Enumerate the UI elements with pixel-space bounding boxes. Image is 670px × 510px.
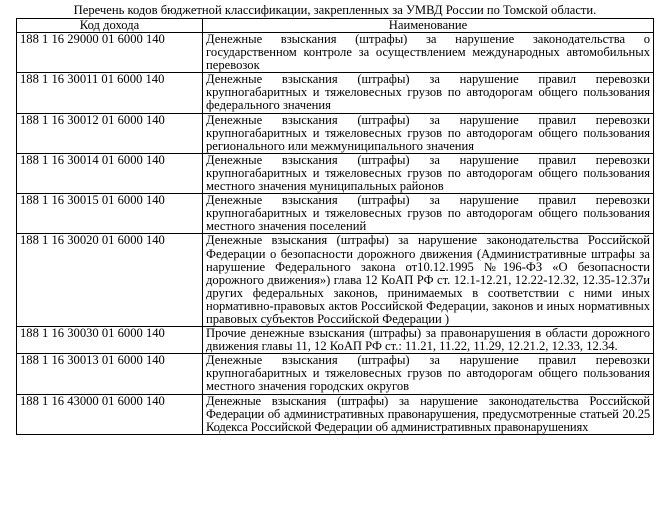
income-name-cell: Денежные взыскания (штрафы) за нарушение правил перевозки крупногабаритных и тяжеловесных грузов по автодорогам общего пользования регионального или межмуниципального значения [203,113,654,153]
income-name-cell: Денежные взыскания (штрафы) за нарушение законодательства Российской Федерации об административных правонарушения, предусмотренные статьей 20.25 Кодекса Российской Федерации об административных правонарушениях [203,394,654,434]
income-name-cell: Денежные взыскания (штрафы) за нарушение законодательства о государственном контроле за осуществлением международных автомобильных перевозок [203,33,654,73]
table-row [17,327,654,354]
income-code-cell: 188 1 16 30015 01 6000 140 [17,194,203,234]
table-row [17,153,654,193]
income-code-cell: 188 1 16 30011 01 6000 140 [17,73,203,113]
income-name-cell: Денежные взыскания (штрафы) за нарушение правил перевозки крупногабаритных и тяжеловесных грузов по автодорогам общего пользования местного значения городских округов [203,354,654,394]
income-code-cell: 188 1 16 30012 01 6000 140 [17,113,203,153]
table-row [17,394,654,434]
header-code: Код дохода [17,19,203,33]
table-row [17,33,654,73]
income-code-cell: 188 1 16 30013 01 6000 140 [17,354,203,394]
table-row [17,73,654,113]
income-code-cell: 188 1 16 29000 01 6000 140 [17,33,203,73]
income-code-cell: 188 1 16 43000 01 6000 140 [17,394,203,434]
table-header-row [17,19,654,33]
income-code-cell: 188 1 16 30020 01 6000 140 [17,234,203,327]
income-name-cell: Денежные взыскания (штрафы) за нарушение правил перевозки крупногабаритных и тяжеловесных грузов по автодорогам общего пользования местного значения поселений [203,194,654,234]
page-title: Перечень кодов бюджетной классификации, закрепленных за УМВД России по Томской области. [73,3,597,17]
table-row [17,354,654,394]
table-row [17,113,654,153]
income-name-cell: Денежные взыскания (штрафы) за нарушение правил перевозки крупногабаритных и тяжеловесных грузов по автодорогам общего пользования местного значения муниципальных районов [203,153,654,193]
budget-codes-table [16,18,654,435]
header-name: Наименование [203,19,654,33]
income-code-cell: 188 1 16 30014 01 6000 140 [17,153,203,193]
table-row [17,194,654,234]
income-name-cell: Денежные взыскания (штрафы) за нарушение законодательства Российской Федерации о безопасности дорожного движения (Административные штрафы за нарушение Федерального закона от10.12.1995 №196-ФЗ «О безопасности дорожного движения») глава 12 КоАП РФ ст. 12.1-12.21, 12.22-12.32, 12.35-12.37и других федеральных законов, принимаемых в соответствии с ними иных нормативно-правовых актов Российской Федерации, законов и иных нормативных правовых субъектов Российской Федерации ) [203,234,654,327]
income-name-cell: Денежные взыскания (штрафы) за нарушение правил перевозки крупногабаритных и тяжеловесных грузов по автодорогам общего пользования федерального значения [203,73,654,113]
income-name-cell: Прочие денежные взыскания (штрафы) за правонарушения в области дорожного движения главы 11, 12 КоАП РФ ст.: 11.21, 11.22, 11.29, 12.21.2, 12.33, 12.34. [203,327,654,354]
income-code-cell: 188 1 16 30030 01 6000 140 [17,327,203,354]
table-row [17,234,654,327]
